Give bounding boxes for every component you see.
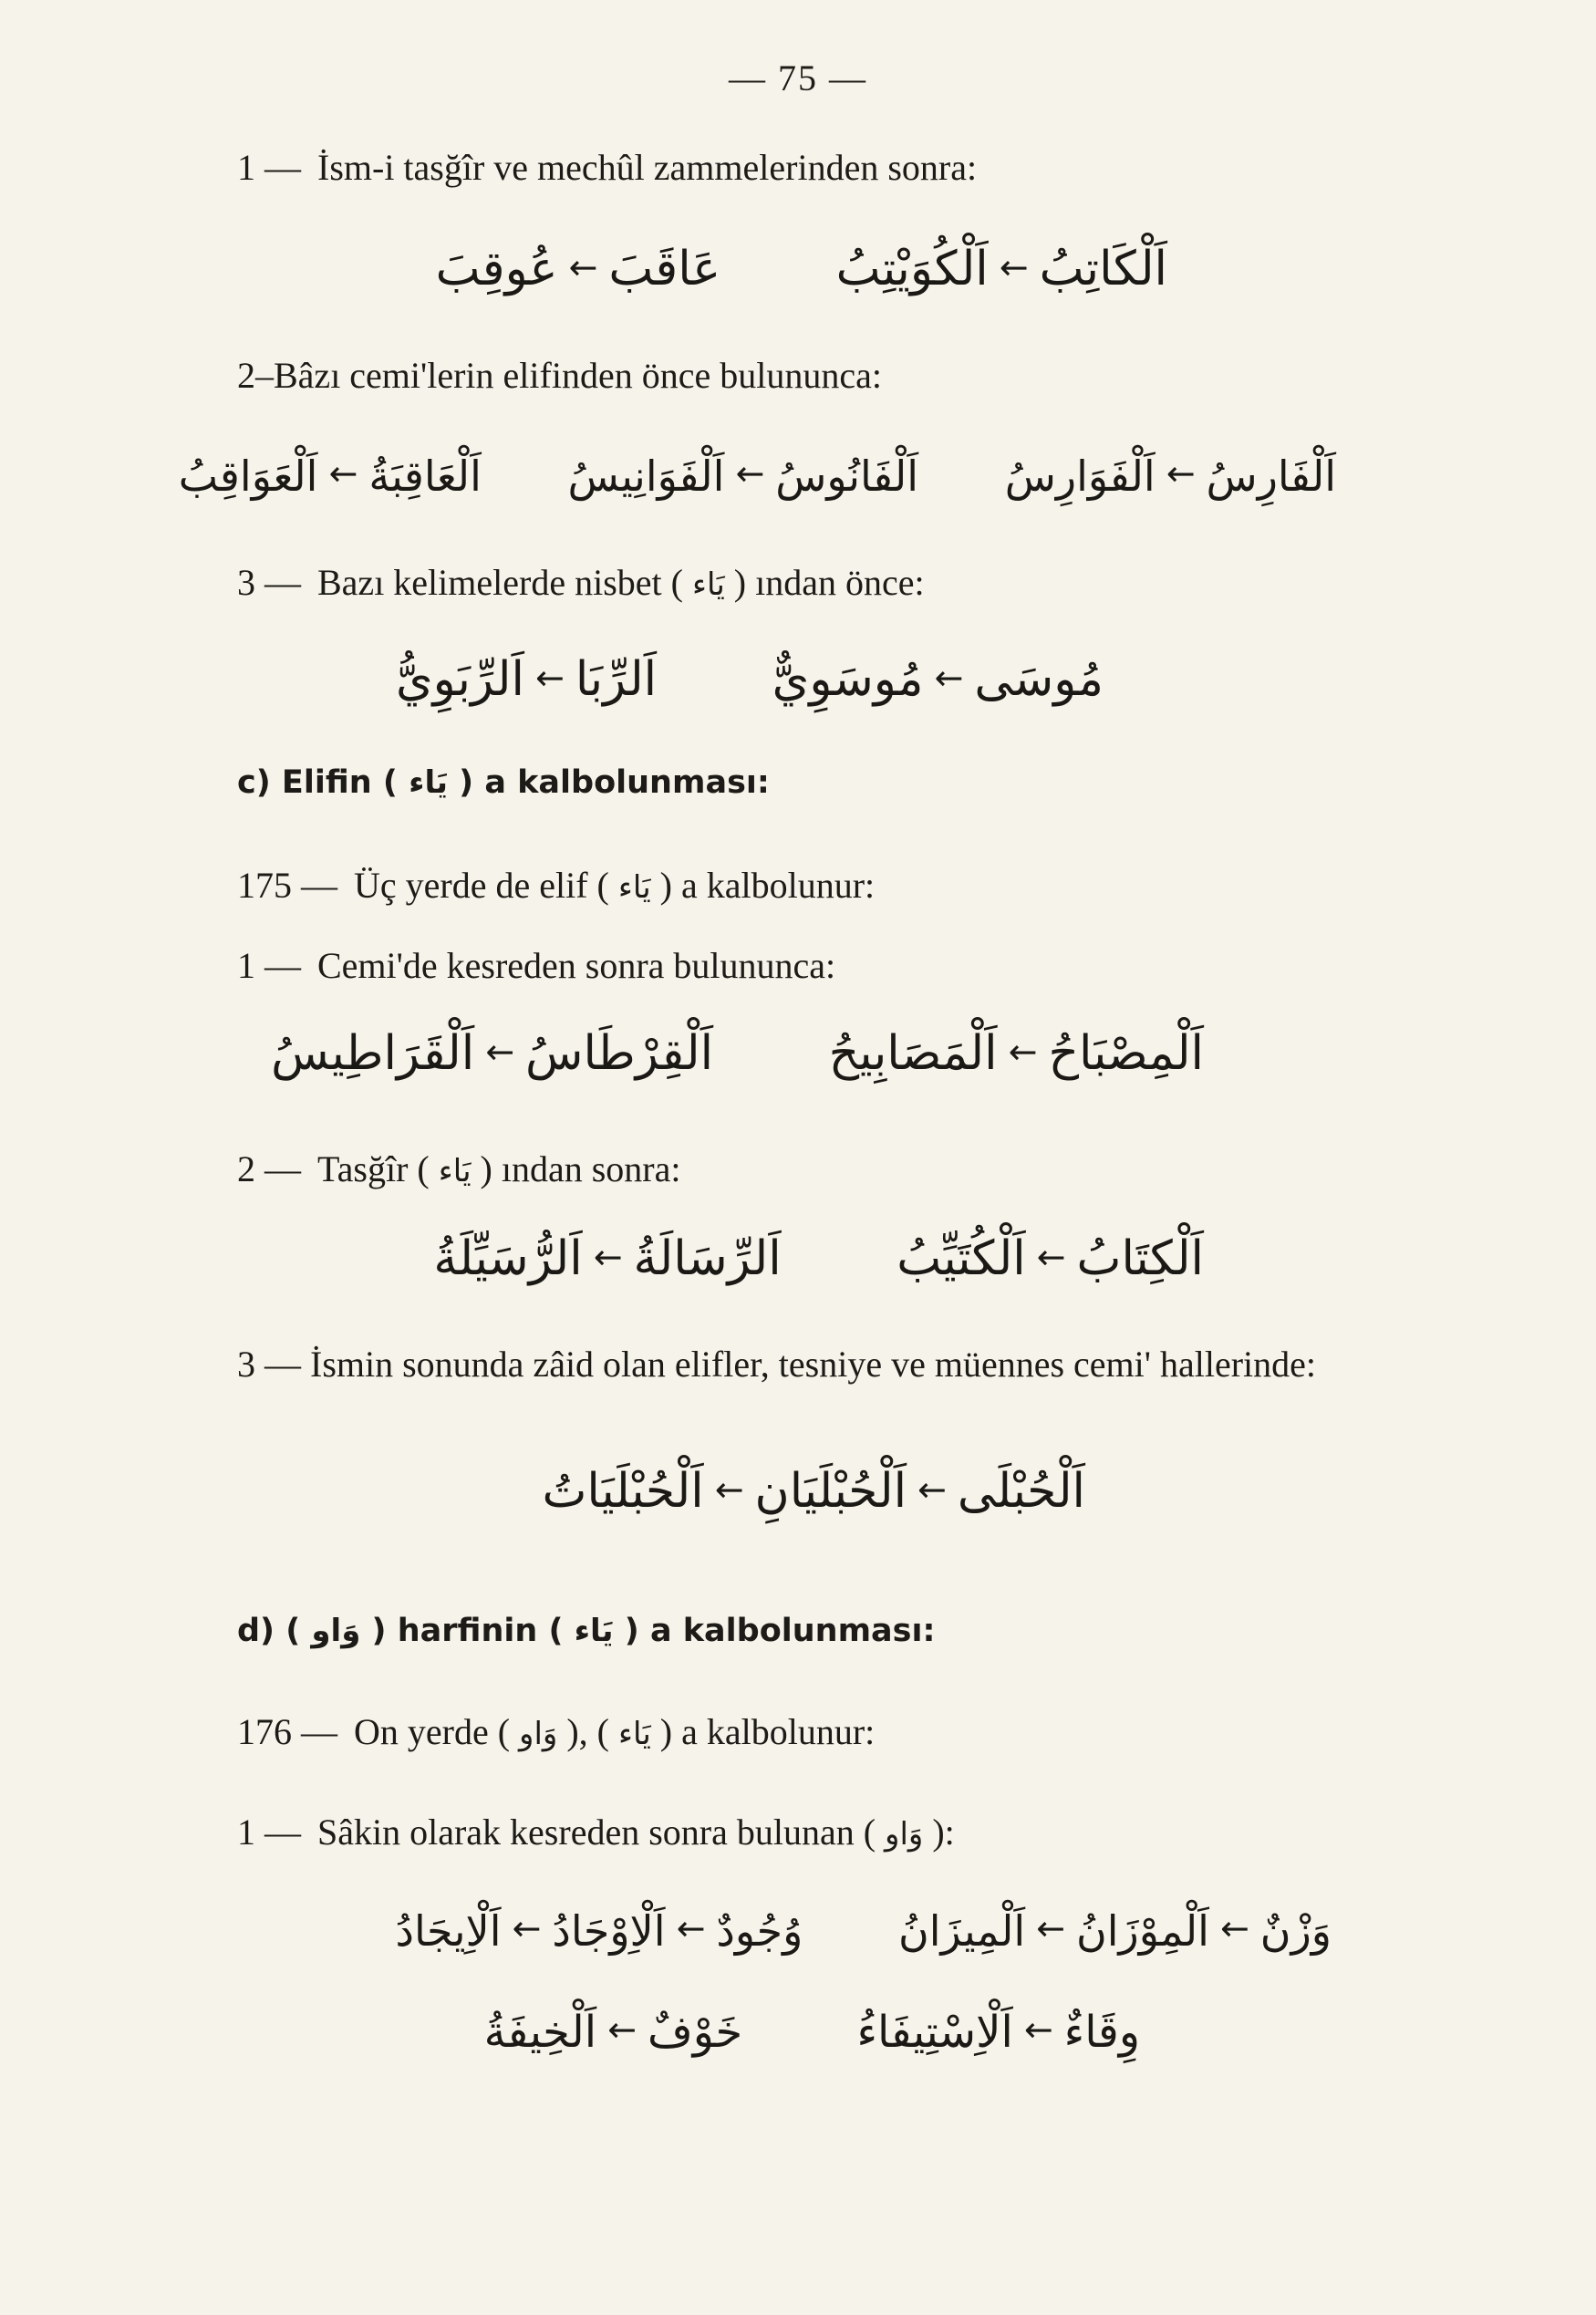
arabic-word: خَوْفٌ <box>647 2007 743 2058</box>
arrow-icon: ← <box>1219 1908 1249 1948</box>
arrow-icon: ← <box>1036 1237 1066 1277</box>
arabic-word: اَلْاِيجَادُ <box>395 1906 502 1956</box>
arabic-word: اَلْحُبْلَيَانِ <box>754 1464 907 1519</box>
arabic-word: اَلْفَوَارِسُ <box>1004 452 1156 501</box>
arabic-letter: يَاء <box>574 1613 614 1649</box>
arabic-example-row <box>542 1464 1085 1519</box>
arrow-icon: ← <box>512 1908 542 1948</box>
arrow-icon: ← <box>676 1908 706 1948</box>
arabic-letter: يَاء <box>438 1153 472 1189</box>
rule-text: Tasğîr ( <box>317 1148 430 1189</box>
arrow-icon: ← <box>534 658 565 698</box>
example-group <box>829 1026 1204 1081</box>
paragraph-176 <box>237 1710 875 1753</box>
paragraph-text: On yerde ( <box>354 1711 511 1752</box>
arabic-word: اَلْمِوْزَانُ <box>1076 1906 1209 1956</box>
arabic-word: عَاقَبَ <box>608 242 721 296</box>
arabic-word: اَلْكُتَيِّبُ <box>896 1231 1026 1286</box>
arabic-word: وَزْنٌ <box>1259 1906 1332 1956</box>
arabic-word: مُوسَى <box>974 652 1104 707</box>
paragraph-text: Üç yerde de elif ( <box>354 865 609 906</box>
heading-text: ) harfinin ( <box>371 1613 564 1649</box>
arabic-letter: يَاء <box>617 869 651 906</box>
rule-2-tasgir <box>237 1147 680 1190</box>
arabic-word: اَلْقِرْطَاسُ <box>525 1026 714 1081</box>
page-number: — 75 — <box>729 57 867 99</box>
rule-1-tasgir <box>237 146 977 189</box>
arabic-example-row <box>396 1906 1332 1956</box>
arabic-word: اَلْاِسْتِيفَاءُ <box>856 2007 1013 2058</box>
arabic-word: اَلْحُبْلَى <box>957 1464 1085 1519</box>
example-group <box>433 1231 781 1286</box>
arabic-word: اَلْمِيزَانُ <box>897 1906 1026 1956</box>
arrow-icon: ← <box>735 453 765 493</box>
heading-text: d) ( <box>237 1613 301 1649</box>
paragraph-text: ) a kalbolunur: <box>659 1711 876 1752</box>
arrow-icon: ← <box>934 658 964 698</box>
example-group <box>898 1906 1332 1956</box>
paragraph-175 <box>237 864 875 907</box>
arabic-word: اَلرُّسَيِّلَةُ <box>433 1231 583 1286</box>
arrow-icon: ← <box>328 453 358 493</box>
example-group <box>396 1906 803 1956</box>
arabic-word: اَلْفَارِسُ <box>1206 452 1336 501</box>
paragraph-text: ), ( <box>566 1711 609 1752</box>
section-heading-c <box>237 764 770 801</box>
rule-number: 2 — <box>237 1148 301 1189</box>
arrow-icon: ← <box>568 247 598 287</box>
example-group <box>772 652 1104 707</box>
arabic-word: اَلْفَوَانِيسُ <box>567 452 725 501</box>
arabic-word: اَلْقَرَاطِيسُ <box>271 1026 475 1081</box>
arrow-icon: ← <box>1036 1908 1065 1948</box>
arabic-word: عُوقِبَ <box>435 242 558 296</box>
example-group <box>542 1464 1085 1519</box>
arabic-letter: يَاء <box>691 566 725 603</box>
arabic-example-row <box>484 2007 1140 2058</box>
rule-1-sakin <box>237 1811 955 1853</box>
heading-text: ) a kalbolunması: <box>624 1613 936 1649</box>
arabic-letter: يَاء <box>617 1716 651 1752</box>
rule-3-nisbet <box>237 561 925 604</box>
paragraph-number: 175 — <box>237 865 337 906</box>
example-group <box>271 1026 713 1081</box>
rule-number: 3 — <box>237 562 301 603</box>
arrow-icon: ← <box>607 2009 637 2050</box>
example-group <box>484 2007 743 2058</box>
arabic-word: وِقَاءٌ <box>1063 2007 1140 2058</box>
arrow-icon: ← <box>593 1237 623 1277</box>
arabic-word: اَلْحُبْلَيَاتُ <box>542 1464 704 1519</box>
arabic-word: اَلْمِصْبَاحُ <box>1048 1026 1204 1081</box>
example-group <box>856 2007 1140 2058</box>
arabic-word: اَلْعَاقِبَةُ <box>368 452 482 501</box>
arabic-word: اَلرِّبَوِيُّ <box>395 652 524 707</box>
arabic-example-row <box>271 1026 1204 1081</box>
arabic-word: اَلْكِتَابُ <box>1076 1231 1204 1286</box>
arabic-letter: وَاو <box>519 1716 558 1752</box>
arabic-example-row <box>179 452 1336 501</box>
arabic-word: وُجُودٌ <box>716 1906 803 1956</box>
rule-number: 1 — <box>237 1812 301 1853</box>
example-group <box>436 242 720 296</box>
arrow-icon: ← <box>714 1469 744 1510</box>
rule-text: ) ından önce: <box>733 562 925 603</box>
arrow-icon: ← <box>1023 2009 1053 2050</box>
rule-text: Bazı kelimelerde nisbet ( <box>317 562 683 603</box>
rule-2-cemi <box>237 354 882 397</box>
arabic-letter: وَاو <box>885 1816 924 1853</box>
example-group <box>836 242 1167 296</box>
rule-text: ) ından sonra: <box>480 1148 681 1189</box>
paragraph-text: ) a kalbolunur: <box>659 865 876 906</box>
rule-3-zaid-elif <box>161 1341 1483 1388</box>
example-group <box>396 652 657 707</box>
rule-number: 1 — <box>237 945 301 986</box>
arabic-example-row <box>436 242 1167 296</box>
paragraph-number: 176 — <box>237 1711 337 1752</box>
rule-text: Sâkin olarak kesreden sonra bulunan ( <box>317 1812 876 1853</box>
heading-text: ) a kalbolunması: <box>459 764 770 801</box>
rule-text: 2–Bâzı cemi'lerin elifinden önce bulununca: <box>237 355 882 396</box>
example-group <box>567 452 918 501</box>
arrow-icon: ← <box>917 1469 947 1510</box>
arabic-word: مُوسَوِيٌّ <box>772 652 924 707</box>
arrow-icon: ← <box>1008 1032 1038 1072</box>
arabic-word: اَلْمَصَابِيحُ <box>828 1026 998 1081</box>
example-group <box>896 1231 1204 1286</box>
arrow-icon: ← <box>1166 453 1196 493</box>
arabic-word: اَلْكَاتِبُ <box>1039 242 1167 296</box>
rule-text: ): <box>932 1812 955 1853</box>
arabic-letter: وَاو <box>311 1613 361 1649</box>
arabic-word: اَلْفَانُوسُ <box>775 452 919 501</box>
arabic-word: اَلْخِيفَةُ <box>483 2007 597 2058</box>
arabic-word: اَلْعَوَاقِبُ <box>178 452 318 501</box>
arabic-example-row <box>433 1231 1204 1286</box>
example-group <box>1005 452 1336 501</box>
rule-text: İsm-i tasğîr ve mechûl zammelerinden sonra: <box>317 147 978 188</box>
arabic-example-row <box>396 652 1104 707</box>
arrow-icon: ← <box>999 247 1029 287</box>
rule-text: Cemi'de kesreden sonra bulununca: <box>317 945 836 986</box>
arabic-word: اَلرِّسَالَةُ <box>633 1231 782 1286</box>
arabic-letter: يَاء <box>409 764 448 801</box>
rule-1-kesre <box>237 944 835 987</box>
rule-number: 1 — <box>237 147 301 188</box>
section-heading-d <box>237 1613 936 1649</box>
heading-text: c) Elifin ( <box>237 764 398 801</box>
arabic-word: اَلْكُوَيْتِبُ <box>835 242 989 296</box>
example-group <box>179 452 482 501</box>
rule-text: 3 — İsmin sonunda zâid olan elifler, tesniye ve müennes cemi' hallerinde: <box>237 1344 1317 1385</box>
arrow-icon: ← <box>485 1032 515 1072</box>
arabic-word: اَلْاِوْجَادُ <box>552 1906 666 1956</box>
arabic-word: اَلرِّبَا <box>575 652 658 707</box>
